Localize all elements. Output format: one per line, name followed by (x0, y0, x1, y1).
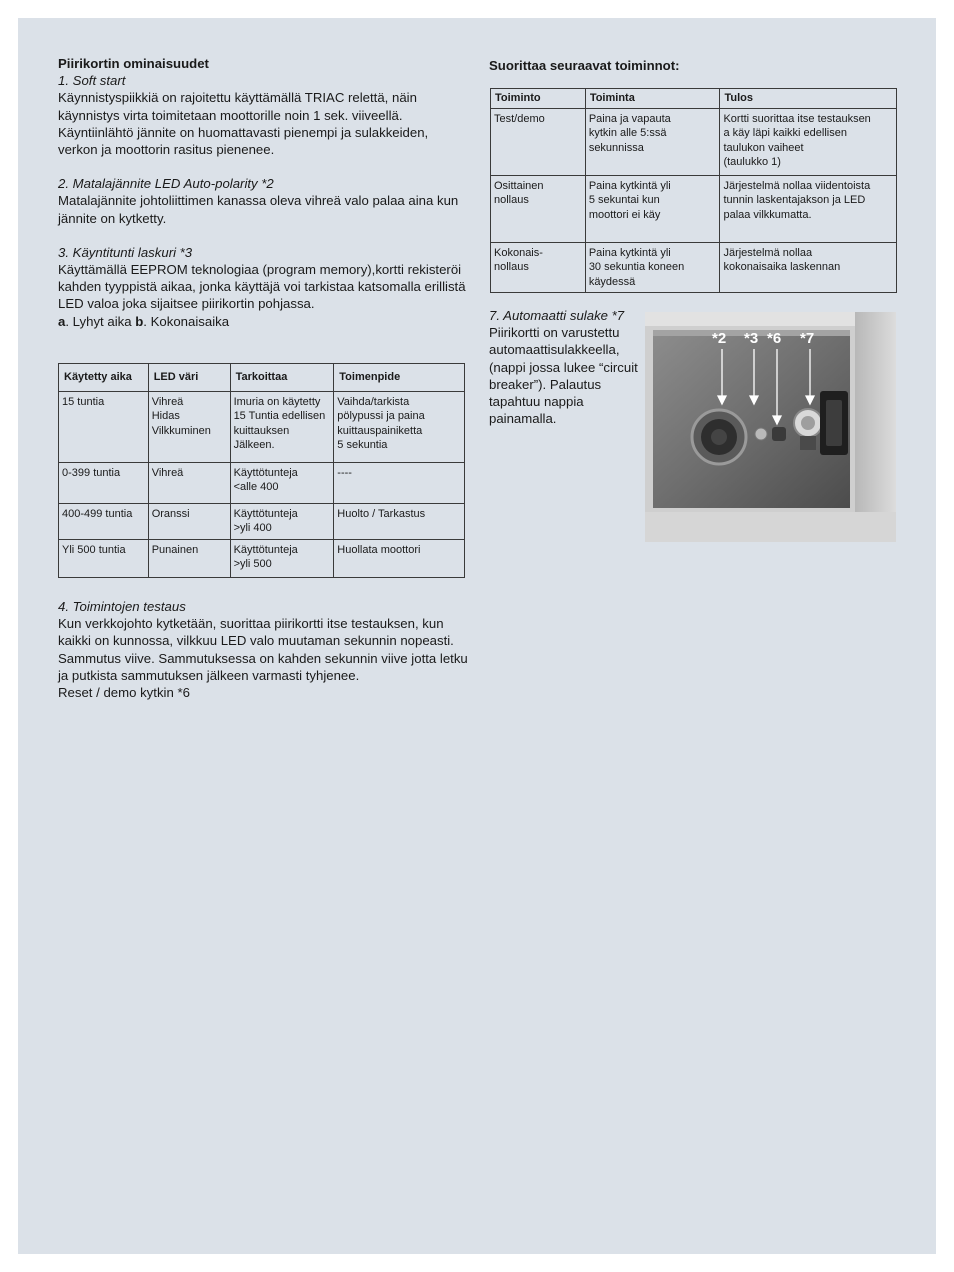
table-header-row: Toiminto Toiminta Tulos (491, 89, 897, 109)
circuit-breaker-section (489, 307, 639, 427)
led-auto-polarity-body: Matalajännite johtoliittimen kanassa oleva vihreä valo palaa aina kun jännite on kytketty. (58, 193, 459, 226)
reset-switch-note: Reset / demo kytkin *6 (58, 685, 190, 701)
hour-counter-body: Käyttämällä EEPROM teknologiaa (program memory),kortti rekisteröi kahden tyyppistä aikaa, jonka käyttäjä voi tarkistaa katsomalla erillistä LED valoa joka sijaitsee piirikortin pohjassa. (58, 262, 466, 312)
callout-label-2: *2 (712, 330, 727, 347)
left-column (58, 55, 468, 330)
led-connector (692, 410, 746, 464)
callout-label-6: *6 (767, 330, 782, 347)
hour-counter-led (755, 428, 767, 440)
led-status-table (58, 363, 465, 578)
section-heading: Piirikortin ominaisuudet (58, 56, 209, 71)
table-row: 15 tuntia Vihreä Hidas Vilkkuminen Imuria on käytetty 15 Tuntia edellisen kuittauksen Jälkeen. Vaihda/tarkista pölypussi ja paina kuittauspainiketta 5 sekuntia (59, 391, 465, 462)
circuit-board-photo (645, 312, 896, 542)
table-row: Yli 500 tuntia Punainen Käyttötunteja >yli 500 Huollata moottori (59, 539, 465, 577)
right-column (489, 57, 899, 74)
power-socket (820, 391, 848, 455)
testing-section (58, 598, 468, 701)
testing-body: Kun verkkojohto kytketään, suorittaa piirikortti itse testauksen, kun kaikki on kunnossa, vilkkuu LED valo muutaman sekunnin nopeasti. Sammutus viive. Sammutuksessa on kahden sekunnin viive jotta letku ja putkista sammutuksen jälkeen varmasti tyhjenee. (58, 616, 468, 683)
table-row: 400-499 tuntia Oranssi Käyttötunteja >yli 400 Huolto / Tarkastus (59, 503, 465, 539)
callout-label-7: *7 (800, 330, 815, 347)
bottom-frame (645, 512, 896, 542)
side-frame (855, 312, 896, 542)
table-row: Osittainen nollaus Paina kytkintä yli 5 sekuntai kun moottori ei käy Järjestelmä nollaa viidentoista tunnin laskentajakson ja LED palaa vilkkumatta. (491, 175, 897, 242)
led-auto-polarity-title: 2. Matalajännite LED Auto-polarity *2 (58, 176, 274, 192)
table-row: 0-399 tuntia Vihreä Käyttötunteja <alle 400 ---- (59, 462, 465, 503)
table-row: Test/demo Paina ja vapauta kytkin alle 5:ssä sekunnissa Kortti suorittaa itse testauksen a käy läpi kaikki edellisen taulukon vaiheet (taulukko 1) (491, 108, 897, 175)
reset-switch (772, 427, 786, 441)
functions-heading: Suorittaa seuraavat toiminnot: (489, 58, 680, 73)
soft-start-title: 1. Soft start (58, 73, 126, 89)
hour-counter-types: a. Lyhyt aika b. Kokonaisaika (58, 313, 230, 329)
table-header-row: Käytetty aika LED väri Tarkoittaa Toimenpide (59, 364, 465, 392)
testing-title: 4. Toimintojen testaus (58, 599, 186, 614)
table-row: Kokonais- nollaus Paina kytkintä yli 30 sekuntia koneen käydessä Järjestelmä nollaa kokonaisaika laskennan (491, 242, 897, 293)
functions-table (490, 88, 897, 293)
hour-counter-title: 3. Käyntitunti laskuri *3 (58, 244, 193, 260)
circuit-breaker-title: 7. Automaatti sulake *7 (489, 308, 625, 323)
circuit-breaker-body: Piirikortti on varustettu automaattisulakkeella, (nappi jossa lukee “circuit breaker”). Palautus tapahtuu nappia painamalla. (489, 325, 638, 427)
soft-start-body: Käynnistyspiikkiä on rajoitettu käyttämällä TRIAC relettä, näin käynnistys virta toimitetaan moottorille noin 1 sek. viiveellä. Käyntiinlähtö jännite on huomattavasti pienempi ja sulakkeiden, verkon ja moottorin rasitus pienenee. (58, 90, 429, 158)
callout-label-3: *3 (744, 330, 759, 347)
